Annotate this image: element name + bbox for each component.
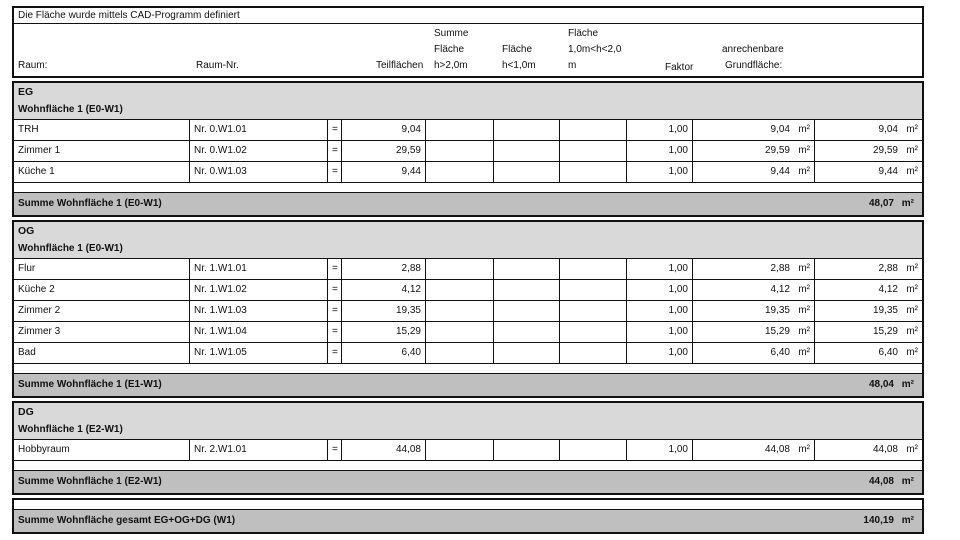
creditable-area-value: 44,08 bbox=[764, 444, 790, 455]
row-total bbox=[815, 141, 922, 161]
row-total-value: 19,35 bbox=[872, 305, 898, 316]
row-total-value: 2,88 bbox=[878, 263, 898, 274]
creditable-area bbox=[693, 301, 815, 321]
area-below-1m bbox=[494, 280, 560, 300]
grand-total-amount bbox=[863, 510, 914, 532]
header-anrechenbar-line1: anrechenbare bbox=[722, 44, 784, 55]
section-sum-label: Summe Wohnfläche 1 (E2-W1) bbox=[18, 476, 162, 487]
unit-label: m² bbox=[798, 166, 810, 177]
unit-label: m² bbox=[906, 166, 918, 177]
header-summe-line3: h>2,0m bbox=[434, 60, 468, 71]
unit-label: m² bbox=[906, 347, 918, 358]
unit-label: m² bbox=[906, 145, 918, 156]
section-og bbox=[12, 220, 924, 398]
section-eg bbox=[12, 81, 924, 217]
room-name: Bad bbox=[14, 343, 190, 363]
row-total bbox=[815, 301, 922, 321]
grand-total-row bbox=[14, 509, 922, 532]
area-between bbox=[560, 343, 627, 363]
creditable-area bbox=[693, 322, 815, 342]
creditable-area bbox=[693, 162, 815, 182]
unit-label: m² bbox=[798, 145, 810, 156]
area-above-2m bbox=[426, 301, 494, 321]
section-header bbox=[14, 83, 922, 120]
creditable-area bbox=[693, 440, 815, 460]
area-below-1m bbox=[494, 162, 560, 182]
room-name: Zimmer 2 bbox=[14, 301, 190, 321]
equals-sign: = bbox=[328, 259, 342, 279]
table-row bbox=[14, 141, 922, 162]
area-calculation-sheet bbox=[12, 6, 924, 534]
factor: 1,00 bbox=[627, 162, 693, 182]
partial-area: 15,29 bbox=[342, 322, 426, 342]
header-flaeche-low-line1: Fläche bbox=[502, 44, 533, 55]
area-above-2m bbox=[426, 343, 494, 363]
area-below-1m bbox=[494, 440, 560, 460]
unit-name: Wohnfläche 1 (E0-W1) bbox=[14, 101, 922, 120]
factor: 1,00 bbox=[627, 120, 693, 140]
area-below-1m bbox=[494, 343, 560, 363]
section-sum-amount bbox=[869, 193, 914, 215]
factor: 1,00 bbox=[627, 280, 693, 300]
row-total bbox=[815, 120, 922, 140]
creditable-area-value: 29,59 bbox=[764, 145, 790, 156]
room-name: TRH bbox=[14, 120, 190, 140]
grand-total-value: 140,19 bbox=[863, 515, 894, 526]
row-total-value: 6,40 bbox=[878, 347, 898, 358]
area-between bbox=[560, 141, 627, 161]
area-above-2m bbox=[426, 162, 494, 182]
area-above-2m bbox=[426, 259, 494, 279]
partial-area: 6,40 bbox=[342, 343, 426, 363]
room-number: Nr. 0.W1.03 bbox=[190, 162, 328, 182]
floor-name: OG bbox=[18, 225, 35, 237]
creditable-area bbox=[693, 141, 815, 161]
area-between bbox=[560, 440, 627, 460]
area-above-2m bbox=[426, 141, 494, 161]
column-header bbox=[12, 24, 924, 78]
section-sum-amount bbox=[869, 471, 914, 493]
factor: 1,00 bbox=[627, 301, 693, 321]
table-row bbox=[14, 301, 922, 322]
equals-sign: = bbox=[328, 343, 342, 363]
row-total bbox=[815, 440, 922, 460]
section-spacer bbox=[14, 183, 922, 192]
header-anrechenbar-line2: Grundfläche: bbox=[725, 60, 783, 71]
room-number: Nr. 1.W1.03 bbox=[190, 301, 328, 321]
creditable-area bbox=[693, 343, 815, 363]
unit-label: m² bbox=[798, 347, 810, 358]
factor: 1,00 bbox=[627, 322, 693, 342]
header-summe-line1: Summe bbox=[434, 28, 469, 39]
unit-label: m² bbox=[798, 305, 810, 316]
section-sum-label: Summe Wohnfläche 1 (E1-W1) bbox=[18, 379, 162, 390]
section-sum-row bbox=[14, 192, 922, 215]
room-name: Küche 1 bbox=[14, 162, 190, 182]
header-teilflaechen: Teilflächen bbox=[376, 60, 424, 71]
equals-sign: = bbox=[328, 162, 342, 182]
equals-sign: = bbox=[328, 440, 342, 460]
creditable-area bbox=[693, 280, 815, 300]
row-total-value: 4,12 bbox=[878, 284, 898, 295]
grand-total-unit: m² bbox=[901, 515, 914, 526]
area-between bbox=[560, 280, 627, 300]
area-below-1m bbox=[494, 322, 560, 342]
room-number: Nr. 1.W1.05 bbox=[190, 343, 328, 363]
floor-name: DG bbox=[18, 406, 34, 418]
section-spacer bbox=[14, 461, 922, 470]
unit-label: m² bbox=[798, 124, 810, 135]
partial-area: 19,35 bbox=[342, 301, 426, 321]
header-flaeche-mid-line2: 1,0m<h<2,0 bbox=[568, 44, 622, 55]
creditable-area bbox=[693, 120, 815, 140]
room-name: Zimmer 3 bbox=[14, 322, 190, 342]
factor: 1,00 bbox=[627, 141, 693, 161]
section-sum-row bbox=[14, 373, 922, 396]
table-row bbox=[14, 280, 922, 301]
room-name: Küche 2 bbox=[14, 280, 190, 300]
room-number: Nr. 0.W1.02 bbox=[190, 141, 328, 161]
section-sum-label: Summe Wohnfläche 1 (E0-W1) bbox=[18, 198, 162, 209]
area-below-1m bbox=[494, 301, 560, 321]
row-total bbox=[815, 280, 922, 300]
unit-label: m² bbox=[906, 326, 918, 337]
creditable-area-value: 2,88 bbox=[770, 263, 790, 274]
room-number: Nr. 1.W1.01 bbox=[190, 259, 328, 279]
unit-label: m² bbox=[906, 284, 918, 295]
equals-sign: = bbox=[328, 141, 342, 161]
section-header bbox=[14, 403, 922, 440]
area-above-2m bbox=[426, 120, 494, 140]
area-below-1m bbox=[494, 120, 560, 140]
row-total-value: 29,59 bbox=[872, 145, 898, 156]
row-total-value: 44,08 bbox=[872, 444, 898, 455]
room-name: Flur bbox=[14, 259, 190, 279]
unit-label: m² bbox=[798, 284, 810, 295]
factor: 1,00 bbox=[627, 440, 693, 460]
section-spacer bbox=[14, 364, 922, 373]
section-sum-amount bbox=[869, 374, 914, 396]
unit-label: m² bbox=[798, 263, 810, 274]
row-total-value: 15,29 bbox=[872, 326, 898, 337]
row-total bbox=[815, 259, 922, 279]
unit-label: m² bbox=[906, 124, 918, 135]
header-summe-line2: Fläche bbox=[434, 44, 465, 55]
unit-label: m² bbox=[901, 476, 914, 487]
unit-label: m² bbox=[906, 263, 918, 274]
unit-label: m² bbox=[798, 326, 810, 337]
floor-name: EG bbox=[18, 86, 34, 98]
creditable-area-value: 15,29 bbox=[764, 326, 790, 337]
row-total-value: 9,44 bbox=[878, 166, 898, 177]
room-name: Hobbyraum bbox=[14, 440, 190, 460]
area-above-2m bbox=[426, 322, 494, 342]
section-dg bbox=[12, 401, 924, 495]
unit-name: Wohnfläche 1 (E2-W1) bbox=[14, 421, 922, 440]
section-header bbox=[14, 222, 922, 259]
section-sum-value: 48,04 bbox=[868, 379, 894, 390]
room-name: Zimmer 1 bbox=[14, 141, 190, 161]
equals-sign: = bbox=[328, 301, 342, 321]
header-raum-nr: Raum-Nr. bbox=[196, 60, 239, 71]
creditable-area bbox=[693, 259, 815, 279]
table-row bbox=[14, 120, 922, 141]
sheet-title: Die Fläche wurde mittels CAD-Programm definiert bbox=[12, 6, 924, 24]
area-above-2m bbox=[426, 440, 494, 460]
area-between bbox=[560, 259, 627, 279]
table-row bbox=[14, 322, 922, 343]
room-number: Nr. 0.W1.01 bbox=[190, 120, 328, 140]
unit-label: m² bbox=[901, 379, 914, 390]
row-total bbox=[815, 343, 922, 363]
creditable-area-value: 9,04 bbox=[770, 124, 790, 135]
creditable-area-value: 9,44 bbox=[770, 166, 790, 177]
section-sum-value: 48,07 bbox=[868, 198, 894, 209]
sections-container bbox=[12, 81, 924, 495]
table-row bbox=[14, 440, 922, 461]
grand-total-label: Summe Wohnfläche gesamt EG+OG+DG (W1) bbox=[18, 515, 236, 526]
table-row bbox=[14, 259, 922, 280]
area-above-2m bbox=[426, 280, 494, 300]
partial-area: 9,44 bbox=[342, 162, 426, 182]
partial-area: 2,88 bbox=[342, 259, 426, 279]
section-sum-row bbox=[14, 470, 922, 493]
header-flaeche-mid-line1: Fläche bbox=[568, 28, 599, 39]
table-row bbox=[14, 343, 922, 364]
header-flaeche-mid-line3: m bbox=[568, 60, 577, 71]
header-flaeche-low-line2: h<1,0m bbox=[502, 60, 536, 71]
creditable-area-value: 6,40 bbox=[770, 347, 790, 358]
room-number: Nr. 2.W1.01 bbox=[190, 440, 328, 460]
area-between bbox=[560, 162, 627, 182]
room-number: Nr. 1.W1.02 bbox=[190, 280, 328, 300]
creditable-area-value: 19,35 bbox=[764, 305, 790, 316]
grand-total-section bbox=[12, 498, 924, 534]
creditable-area-value: 4,12 bbox=[770, 284, 790, 295]
row-total bbox=[815, 162, 922, 182]
section-sum-value: 44,08 bbox=[868, 476, 894, 487]
partial-area: 29,59 bbox=[342, 141, 426, 161]
factor: 1,00 bbox=[627, 259, 693, 279]
equals-sign: = bbox=[328, 280, 342, 300]
row-total bbox=[815, 322, 922, 342]
unit-label: m² bbox=[906, 305, 918, 316]
equals-sign: = bbox=[328, 322, 342, 342]
area-below-1m bbox=[494, 259, 560, 279]
factor: 1,00 bbox=[627, 343, 693, 363]
equals-sign: = bbox=[328, 120, 342, 140]
unit-label: m² bbox=[901, 198, 914, 209]
row-total-value: 9,04 bbox=[878, 124, 898, 135]
area-between bbox=[560, 120, 627, 140]
partial-area: 9,04 bbox=[342, 120, 426, 140]
area-between bbox=[560, 322, 627, 342]
header-faktor: Faktor bbox=[665, 62, 694, 73]
header-raum: Raum: bbox=[18, 60, 48, 71]
area-between bbox=[560, 301, 627, 321]
table-row bbox=[14, 162, 922, 183]
grand-total-spacer bbox=[14, 500, 922, 509]
partial-area: 44,08 bbox=[342, 440, 426, 460]
area-below-1m bbox=[494, 141, 560, 161]
room-number: Nr. 1.W1.04 bbox=[190, 322, 328, 342]
unit-label: m² bbox=[906, 444, 918, 455]
unit-name: Wohnfläche 1 (E0-W1) bbox=[14, 240, 922, 259]
partial-area: 4,12 bbox=[342, 280, 426, 300]
unit-label: m² bbox=[798, 444, 810, 455]
